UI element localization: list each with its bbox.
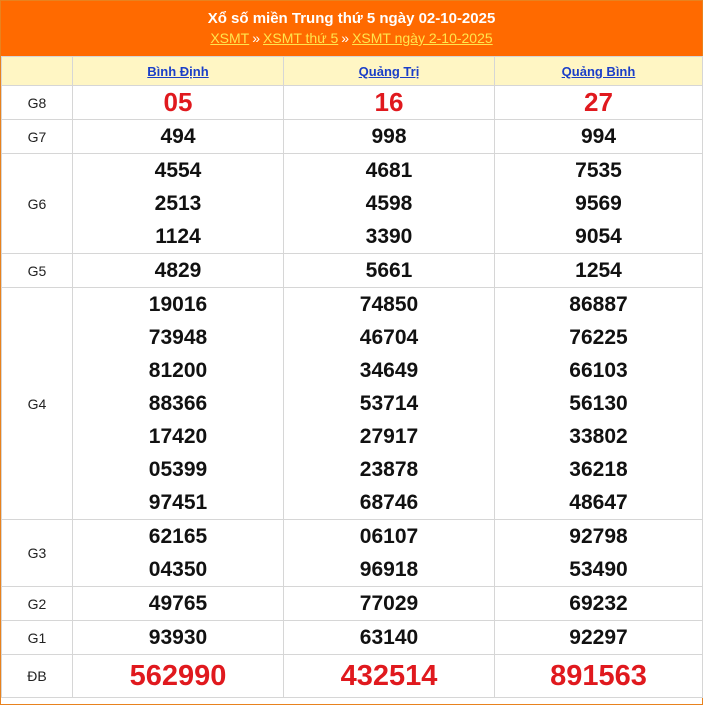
prize-number: 48647 — [569, 491, 628, 514]
prize-number: 27 — [584, 87, 613, 117]
prize-number: 34649 — [359, 359, 419, 382]
results-table — [1, 56, 703, 698]
breadcrumb-xsmt[interactable]: XSMT — [210, 30, 250, 46]
prize-label: G2 — [2, 587, 73, 621]
breadcrumb — [1, 29, 702, 48]
prize-number: 86887 — [569, 293, 628, 316]
prize-number: 96918 — [359, 558, 419, 581]
prize-number: 92297 — [569, 626, 628, 649]
prize-column-header — [2, 57, 73, 86]
prize-number: 49765 — [148, 592, 208, 615]
prize-label: G8 — [2, 86, 73, 120]
prize-number: 05399 — [148, 458, 208, 481]
prize-number: 16 — [374, 87, 404, 117]
prize-cell — [284, 86, 495, 120]
prize-cell — [495, 120, 703, 154]
prize-cell — [495, 520, 703, 587]
prize-number: 04350 — [148, 558, 208, 581]
prize-number: 33802 — [569, 425, 628, 448]
prize-number: 7535 — [575, 159, 622, 182]
prize-cell — [73, 288, 284, 520]
breadcrumb-xsmt-date[interactable]: XSMT ngày 2-10-2025 — [352, 30, 493, 46]
prize-number: 4681 — [365, 159, 413, 182]
prize-cell — [284, 254, 495, 288]
prize-row — [2, 520, 703, 587]
prize-number: 46704 — [359, 326, 419, 349]
prize-number: 97451 — [148, 491, 208, 514]
prize-label: G4 — [2, 288, 73, 520]
prize-number: 06107 — [359, 525, 419, 548]
prize-number: 9569 — [575, 192, 622, 215]
prize-cell — [495, 655, 703, 698]
prize-number: 2513 — [154, 192, 202, 215]
prize-cell — [73, 520, 284, 587]
prize-row — [2, 254, 703, 288]
prize-number: 562990 — [129, 660, 227, 692]
province-header[interactable] — [284, 57, 495, 86]
prize-number: 998 — [371, 125, 407, 148]
prize-cell — [73, 655, 284, 698]
prize-cell — [495, 288, 703, 520]
prize-number: 1254 — [575, 259, 622, 282]
page-title: Xổ số miền Trung thứ 5 ngày 02-10-2025 — [207, 10, 496, 27]
prize-cell — [73, 120, 284, 154]
prize-cell — [73, 86, 284, 120]
prize-cell — [284, 120, 495, 154]
prize-row — [2, 86, 703, 120]
prize-number: 63140 — [359, 626, 419, 649]
prize-number: 23878 — [359, 458, 419, 481]
prize-number: 92798 — [569, 525, 628, 548]
prize-label: G5 — [2, 254, 73, 288]
prize-cell — [284, 655, 495, 698]
prize-number: 76225 — [569, 326, 628, 349]
prize-number: 994 — [580, 125, 617, 148]
prize-row — [2, 621, 703, 655]
prize-label: ĐB — [2, 655, 73, 698]
prize-row — [2, 154, 703, 254]
prize-number: 1124 — [155, 225, 201, 248]
prize-cell — [73, 154, 284, 254]
prize-number: 17420 — [148, 425, 208, 448]
prize-cell — [284, 621, 495, 655]
prize-label: G3 — [2, 520, 73, 587]
prize-number: 05 — [163, 87, 193, 117]
prize-number: 891563 — [550, 660, 647, 692]
prize-number: 3390 — [365, 225, 413, 248]
prize-number: 56130 — [569, 392, 628, 415]
prize-number: 36218 — [569, 458, 628, 481]
prize-number: 73948 — [148, 326, 208, 349]
prize-number: 53490 — [569, 558, 628, 581]
province-header[interactable] — [495, 57, 703, 86]
prize-number: 494 — [160, 125, 196, 148]
province-header[interactable] — [73, 57, 284, 86]
prize-number: 88366 — [148, 392, 208, 415]
prize-number: 9054 — [575, 225, 622, 248]
prize-number: 4554 — [154, 159, 202, 182]
prize-label: G7 — [2, 120, 73, 154]
prize-cell — [284, 288, 495, 520]
prize-number: 66103 — [569, 359, 628, 382]
prize-row — [2, 587, 703, 621]
breadcrumb-separator: » — [252, 30, 261, 46]
prize-number: 4598 — [365, 192, 413, 215]
prize-cell — [284, 520, 495, 587]
prize-label: G6 — [2, 154, 73, 254]
breadcrumb-xsmt-thu-5[interactable]: XSMT thứ 5 — [263, 30, 339, 46]
prize-number: 68746 — [359, 491, 419, 514]
prize-number: 77029 — [359, 592, 419, 615]
prize-cell — [284, 154, 495, 254]
province-header-row — [2, 57, 703, 86]
province-link-binh-dinh[interactable]: Bình Định — [147, 63, 209, 79]
prize-cell — [495, 587, 703, 621]
prize-cell — [284, 587, 495, 621]
prize-number: 62165 — [148, 525, 208, 548]
prize-number: 81200 — [148, 359, 208, 382]
prize-cell — [73, 587, 284, 621]
prize-number: 93930 — [148, 626, 208, 649]
prize-number: 53714 — [359, 392, 419, 415]
province-link-quang-tri[interactable]: Quảng Trị — [358, 63, 420, 79]
prize-row — [2, 288, 703, 520]
prize-number: 69232 — [569, 592, 628, 615]
prize-cell — [495, 154, 703, 254]
breadcrumb-separator: » — [341, 30, 350, 46]
prize-number: 5661 — [365, 259, 413, 282]
prize-cell — [73, 254, 284, 288]
prize-number: 4829 — [154, 259, 202, 282]
prize-cell — [73, 621, 284, 655]
results-header — [1, 1, 702, 56]
prize-number: 19016 — [148, 293, 208, 316]
prize-row — [2, 655, 703, 698]
province-link-quang-binh[interactable]: Quảng Bình — [561, 63, 636, 79]
prize-number: 27917 — [359, 425, 419, 448]
prize-row — [2, 120, 703, 154]
prize-label: G1 — [2, 621, 73, 655]
prize-cell — [495, 86, 703, 120]
prize-number: 74850 — [359, 293, 419, 316]
prize-number: 432514 — [340, 660, 438, 692]
prize-cell — [495, 621, 703, 655]
prize-cell — [495, 254, 703, 288]
